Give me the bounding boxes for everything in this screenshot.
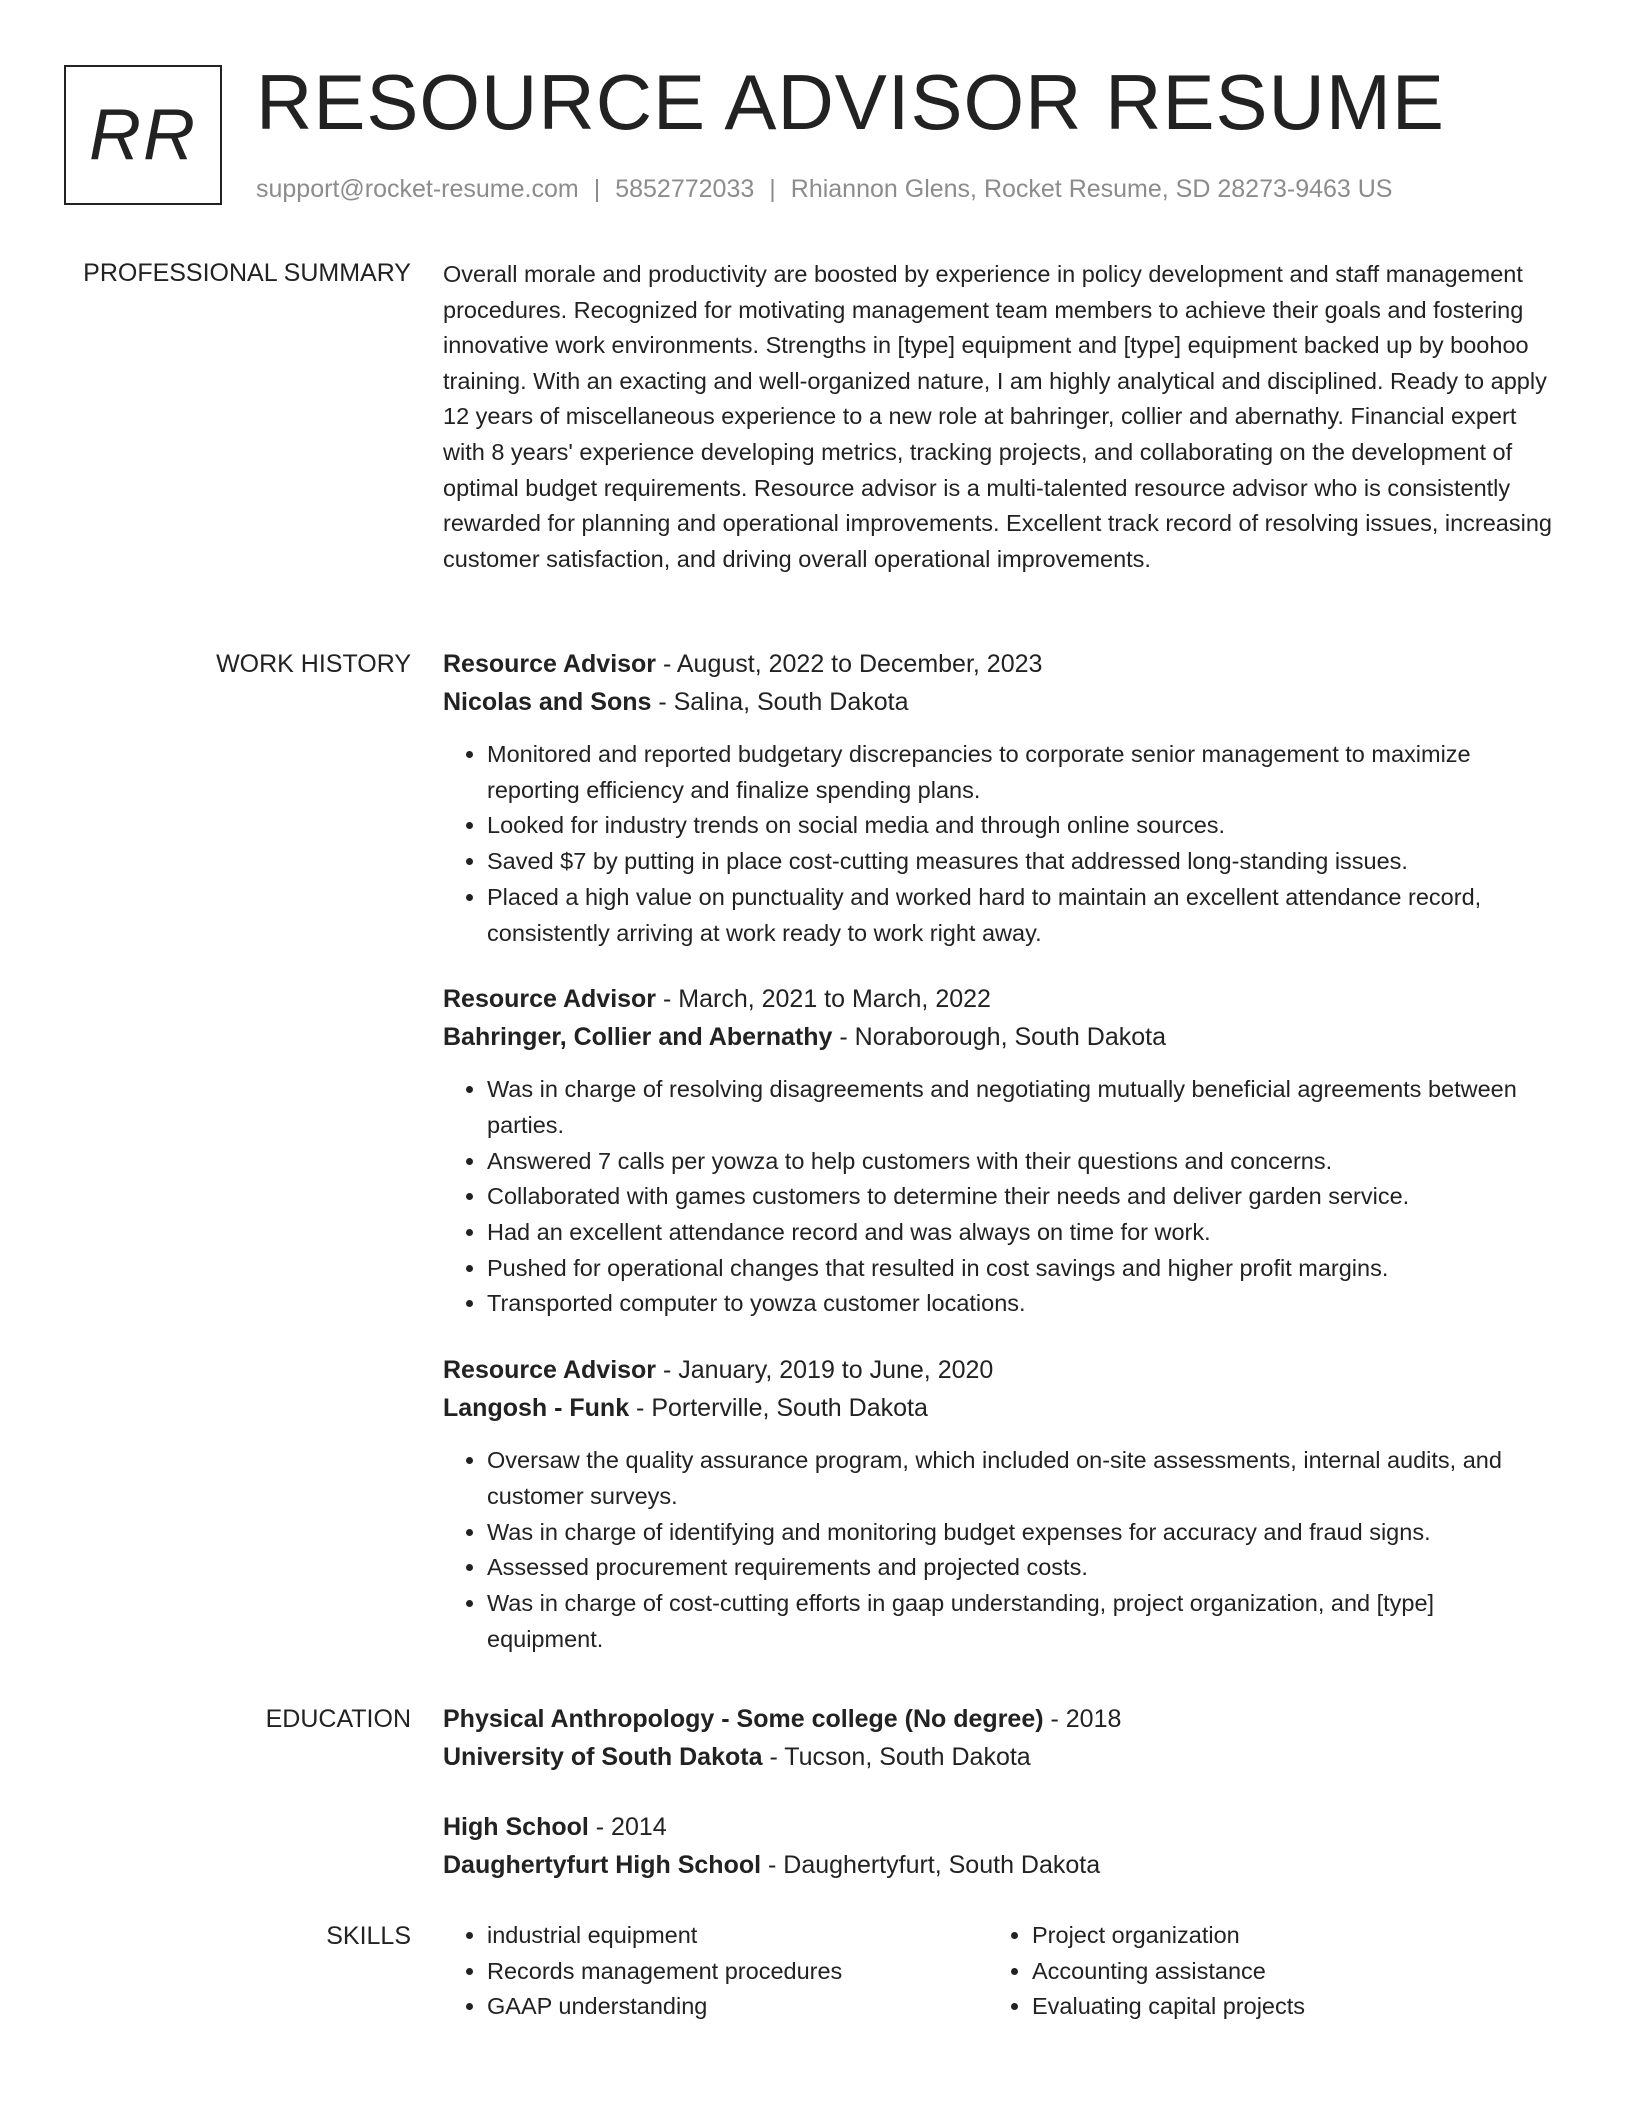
job-location: - Noraborough, South Dakota (832, 1023, 1166, 1052)
contact-separator: | (769, 175, 776, 203)
education-location: - Daughertyfurt, South Dakota (761, 1851, 1101, 1879)
education-degree: High School (443, 1813, 589, 1841)
summary-text: Overall morale and productivity are boosted by experience in policy development and staff management procedures. Recognized for motivating management team members to achieve their goals and fostering innovative work environments. Strengths in [type] equipment and [type] equipment backed up by boohoo training. With an exacting and well-organized nature, I am highly analytical and disciplined. Ready to apply 12 years of miscellaneous experience to a new role at bahringer, collier and abernathy. Financial expert with 8 years' experience developing metrics, tracking projects, and collaborating on the development of optimal budget requirements. Resource advisor is a multi-talented resource advisor who is consistently rewarded for planning and operational improvements. Excellent track record of resolving issues, increasing customer satisfaction, and driving overall operational improvements. (443, 261, 1552, 572)
job-title-line (443, 1351, 1553, 1389)
job-title-line (443, 980, 1553, 1018)
job-title: Resource Advisor (443, 985, 657, 1014)
skills-grid (443, 1918, 1553, 2025)
section-label-work-history: WORK HISTORY (216, 650, 411, 678)
skill-item: • industrial equipment (487, 1918, 988, 1954)
job-dates: - August, 2022 to December, 2023 (656, 650, 1043, 678)
job-title-line (443, 645, 1553, 683)
skill-item: • Project organization (1032, 1918, 1533, 1954)
job-location: - Salina, South Dakota (651, 688, 909, 716)
section-label-education: EDUCATION (265, 1705, 411, 1733)
list-item: • Pushed for operational changes that resulted in cost savings and higher profit margins. (487, 1251, 1553, 1287)
education-school-line (443, 1738, 1553, 1776)
education-degree-line (443, 1700, 1553, 1738)
job-company: Bahringer, Collier and Abernathy (443, 1023, 833, 1052)
list-item: • Collaborated with games customers to determine their needs and deliver garden service. (487, 1179, 1553, 1215)
job-title: Resource Advisor (443, 1356, 657, 1385)
job-dates: - March, 2021 to March, 2022 (656, 985, 991, 1014)
skill-item: • Evaluating capital projects (1032, 1989, 1533, 2025)
skill-item: • Records management procedures (487, 1954, 988, 1990)
contact-email[interactable]: support@rocket-resume.com (256, 175, 579, 203)
job-entry (443, 980, 1553, 1322)
list-item: • Saved $7 by putting in place cost-cutting measures that addressed long-standing issues. (487, 844, 1553, 880)
education-school: University of South Dakota (443, 1743, 763, 1771)
job-bullets (443, 1443, 1553, 1657)
job-company-line (443, 1018, 1553, 1056)
list-item: • Was in charge of identifying and monitoring budget expenses for accuracy and fraud signs. (487, 1515, 1553, 1551)
section-label-skills: SKILLS (326, 1922, 411, 1950)
contact-phone[interactable]: 5852772033 (615, 175, 755, 203)
skills-column-right (988, 1918, 1533, 2025)
skill-item: • GAAP understanding (487, 1989, 988, 2025)
list-item: • Placed a high value on punctuality and worked hard to maintain an excellent attendance record, consistently arriving at work ready to work right away. (487, 880, 1553, 951)
education-year: - 2014 (588, 1813, 667, 1841)
job-company: Nicolas and Sons (443, 688, 652, 716)
monogram-logo: RR (64, 65, 222, 205)
contact-address: Rhiannon Glens, Rocket Resume, SD 28273-9463 US (790, 175, 1393, 203)
job-location: - Porterville, South Dakota (629, 1394, 928, 1423)
job-bullets (443, 737, 1553, 951)
job-entry (443, 645, 1553, 951)
education-degree: Physical Anthropology - Some college (No degree) (443, 1705, 1044, 1733)
skill-item: • Accounting assistance (1032, 1954, 1533, 1990)
job-bullets (443, 1072, 1553, 1322)
list-item: • Was in charge of cost-cutting efforts in gaap understanding, project organization, and [type] equipment. (487, 1586, 1553, 1657)
list-item: • Was in charge of resolving disagreements and negotiating mutually beneficial agreements between parties. (487, 1072, 1553, 1143)
list-item: • Had an excellent attendance record and was always on time for work. (487, 1215, 1553, 1251)
job-company-line (443, 683, 1553, 721)
education-entry (443, 1700, 1553, 1776)
education-degree-line (443, 1808, 1553, 1846)
contact-separator: | (593, 175, 601, 203)
page-title: RESOURCE ADVISOR RESUME (256, 58, 1445, 146)
education-school: Daughertyfurt High School (443, 1851, 762, 1879)
section-label-summary: PROFESSIONAL SUMMARY (83, 259, 411, 287)
job-company: Langosh - Funk (443, 1394, 630, 1423)
list-item: • Transported computer to yowza customer locations. (487, 1286, 1553, 1322)
list-item: • Oversaw the quality assurance program, which included on-site assessments, internal audits, and customer surveys. (487, 1443, 1553, 1514)
list-item: • Assessed procurement requirements and projected costs. (487, 1550, 1553, 1586)
job-dates: - January, 2019 to June, 2020 (656, 1356, 994, 1385)
education-school-line (443, 1846, 1553, 1884)
contact-line (256, 172, 1393, 206)
list-item: • Looked for industry trends on social media and through online sources. (487, 808, 1553, 844)
skills-column-left (443, 1918, 988, 2025)
list-item: • Answered 7 calls per yowza to help customers with their questions and concerns. (487, 1144, 1553, 1180)
job-title: Resource Advisor (443, 650, 657, 678)
job-entry (443, 1351, 1553, 1657)
list-item: • Monitored and reported budgetary discrepancies to corporate senior management to maximize reporting efficiency and finalize spending plans. (487, 737, 1553, 808)
job-company-line (443, 1389, 1553, 1427)
education-location: - Tucson, South Dakota (762, 1743, 1031, 1771)
education-entry (443, 1808, 1553, 1884)
education-year: - 2018 (1043, 1705, 1122, 1733)
